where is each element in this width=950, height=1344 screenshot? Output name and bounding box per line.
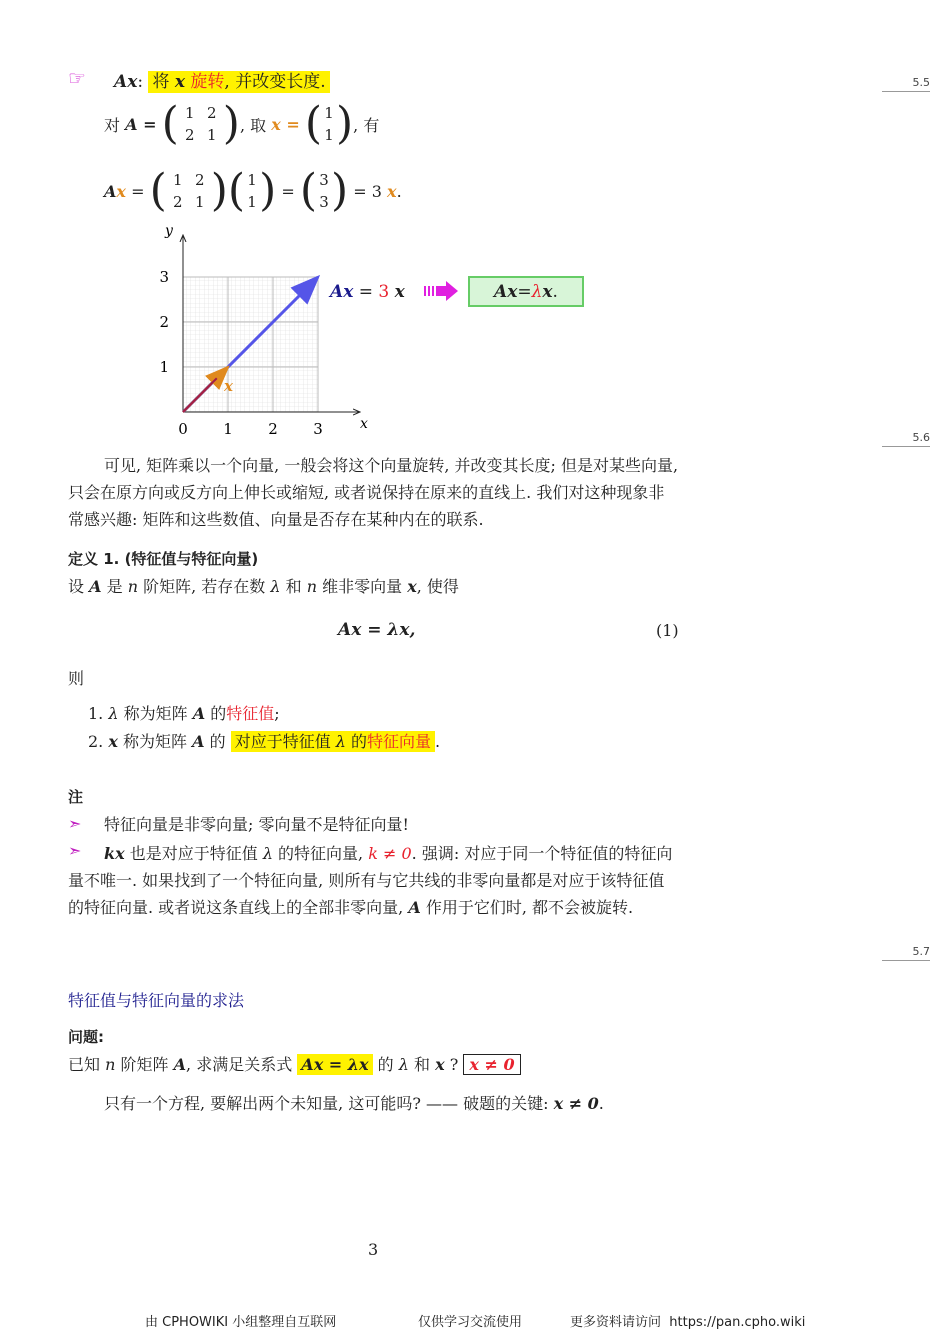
note-kx: kx	[104, 844, 125, 863]
problem-x: x	[435, 1055, 445, 1074]
vector-cell: 3	[319, 193, 329, 211]
vector-x	[322, 102, 336, 146]
note-item-2	[68, 840, 680, 921]
term-eigenvalue: 特征值	[226, 704, 275, 723]
y-tick-label: 3	[159, 268, 169, 286]
note-k-ne-zero: k ≠ 0	[368, 844, 412, 863]
problem-a: A	[173, 1055, 187, 1074]
box-lambda: λ	[531, 281, 543, 302]
x-equals: x =	[271, 114, 300, 134]
def-a: A	[89, 577, 102, 596]
item-text: ;	[274, 704, 280, 723]
matrix-cell: 2	[194, 171, 205, 189]
arrowhead-bullet-icon: ➣	[68, 814, 82, 833]
header-text-post: , 并改变长度.	[224, 72, 326, 92]
vector-cell: 1	[324, 104, 334, 122]
label-x: x	[394, 282, 405, 302]
lhs-x: x	[116, 181, 126, 201]
item-a: A	[192, 704, 206, 723]
matrix-cell: 2	[206, 104, 217, 122]
x-tick-label: 3	[313, 420, 323, 438]
margin-mark: 5.7	[882, 945, 930, 961]
def-text: 维非零向量	[317, 577, 408, 596]
item-num: 2.	[88, 732, 104, 751]
final-text: 只有一个方程, 要解出两个未知量, 这可能吗? —— 破题的关键:	[104, 1094, 554, 1113]
x-tick-label: 2	[268, 420, 278, 438]
label-ax: Ax	[330, 282, 354, 302]
header-highlight	[148, 71, 329, 93]
label-ax-3x	[330, 282, 405, 302]
def-lambda: λ	[270, 577, 281, 596]
y-tick-label: 1	[159, 358, 169, 376]
problem-lambda: λ	[398, 1055, 409, 1074]
problem-n: n	[105, 1055, 116, 1074]
text-you: , 有	[353, 115, 380, 135]
footer-right-label: 更多资料请访问	[570, 1315, 662, 1330]
text-dui: 对	[104, 115, 121, 135]
then-text: 则	[68, 669, 85, 688]
term-eigenvector: 特征向量	[367, 732, 432, 751]
matrix-cell: 1	[194, 193, 205, 211]
box-eq: =	[517, 281, 532, 302]
example-line	[104, 98, 379, 150]
footer-link[interactable]: https://pan.cpho.wiki	[669, 1315, 806, 1330]
page-number: 3	[368, 1240, 379, 1259]
paren-right: )	[210, 165, 228, 216]
paragraph-intro: 可见, 矩阵乘以一个向量, 一般会将这个向量旋转, 并改变其长度; 但是对某些向量, 只会在原方向或反方向上伸长或缩短, 或者说保持在原来的直线上. 我们对这种现象非常感兴趣: 矩阵和这些数值、向量是否存在某种内在的联系.	[68, 456, 679, 529]
header-line	[114, 70, 330, 94]
def-text: 阶矩阵, 若存在数	[138, 577, 271, 596]
definition-heading: 定义 1. (特征值与特征向量)	[68, 550, 259, 568]
vector-cell: 1	[247, 171, 257, 189]
def-text: , 使得	[416, 577, 459, 596]
y-tick-label: 2	[159, 313, 169, 331]
definition-equation: Ax = λx,	[338, 620, 416, 640]
a-equals: A =	[125, 114, 157, 134]
vector-x	[245, 169, 259, 213]
item-text: 称为矩阵	[117, 732, 193, 751]
matrix-a	[167, 169, 211, 213]
def-text: 设	[68, 577, 90, 596]
problem-equation: Ax = λx	[297, 1054, 372, 1075]
box-x: x	[542, 281, 553, 302]
def-n: n	[127, 577, 139, 596]
margin-mark: 5.5	[882, 76, 930, 92]
definition-item-1	[88, 702, 280, 726]
def-n: n	[306, 577, 318, 596]
vector-result	[317, 169, 331, 213]
problem-text: , 求满足关系式	[186, 1055, 298, 1074]
paren-right: )	[222, 98, 240, 149]
margin-mark: 5.6	[882, 431, 930, 447]
def-text: 是	[101, 577, 128, 596]
x-end: x	[387, 181, 397, 201]
problem-text: 和	[408, 1055, 436, 1074]
equation-number: (1)	[656, 621, 679, 640]
matrix-cell: 1	[184, 104, 195, 122]
item-lambda: λ	[335, 732, 346, 751]
result-box	[468, 276, 584, 307]
vector-plot	[150, 222, 610, 442]
vector-cell: 1	[247, 193, 257, 211]
problem-text: 已知	[68, 1055, 106, 1074]
paren-left: (	[149, 165, 167, 216]
note-item-1: 特征向量是非零向量; 零向量不是特征向量!	[104, 815, 409, 834]
text-qu: , 取	[239, 115, 267, 135]
label-3: 3	[378, 282, 390, 302]
paren-left: (	[161, 98, 179, 149]
note-text: . 强调: 对应于同一个特征值的特征向量不唯一. 如果找到了一个特征向量, 则所有与它共线的非零向量都是对应于该特征值的特征向量. 或者说这条直线上的全部非零向量,	[68, 844, 673, 917]
footer-left: 由 CPHOWIKI 小组整理自互联网	[145, 1315, 337, 1330]
matrix-cell: 2	[172, 193, 183, 211]
matrix-a	[179, 102, 223, 146]
section-title: 特征值与特征向量的求法	[68, 991, 245, 1010]
vector-cell: 1	[324, 126, 334, 144]
equals: =	[131, 181, 145, 201]
item-x: x	[108, 732, 118, 751]
equals-three: = 3	[353, 181, 382, 201]
paren-right: )	[331, 165, 349, 216]
item-2-highlight	[231, 731, 435, 752]
equals: =	[281, 181, 295, 201]
dot: .	[396, 181, 402, 201]
header-text-red: 旋转	[185, 72, 225, 92]
item-text: 的	[204, 732, 231, 751]
y-axis-label: y	[165, 223, 173, 239]
paren-left: (	[227, 165, 246, 216]
final-line	[104, 1092, 604, 1116]
problem-text: 的	[372, 1055, 399, 1074]
paren-left: (	[299, 165, 318, 216]
note-text: 的特征向量,	[272, 844, 369, 863]
matrix-cell: 1	[172, 171, 183, 189]
lhs-a: A	[104, 181, 117, 201]
problem-text: ?	[444, 1055, 464, 1074]
note-text: 作用于它们时, 都不会被旋转.	[420, 898, 634, 917]
problem-text: 阶矩阵	[115, 1055, 174, 1074]
note-lambda: λ	[262, 844, 273, 863]
pointing-hand-icon: ☞	[68, 66, 86, 90]
header-text-pre: 将	[152, 72, 175, 92]
fat-arrow-icon	[424, 280, 460, 302]
footer-right	[570, 1311, 805, 1330]
x-axis-label: x	[360, 416, 368, 432]
matrix-cell: 1	[206, 126, 217, 144]
definition-line	[68, 575, 459, 599]
vector-cell: 3	[319, 171, 329, 189]
expr-ax: Ax	[114, 72, 138, 92]
item-lambda: λ	[108, 704, 119, 723]
header-x: x	[174, 72, 186, 92]
def-text: 和	[280, 577, 307, 596]
item-num: 1.	[88, 704, 104, 723]
note-text: 也是对应于特征值	[124, 844, 263, 863]
final-x-ne-zero: x ≠ 0	[553, 1094, 599, 1113]
item-a: A	[192, 732, 205, 751]
problem-heading: 问题:	[68, 1028, 104, 1046]
final-dot: .	[598, 1094, 604, 1113]
note-a: A	[408, 898, 421, 917]
item-text: 对应于特征值	[234, 732, 336, 751]
x-tick-label: 1	[223, 420, 233, 438]
paren-right: )	[259, 165, 277, 216]
box-dot: .	[552, 281, 558, 302]
item-text: 的	[205, 704, 227, 723]
note-heading: 注	[68, 788, 84, 806]
matrix-cell: 2	[184, 126, 195, 144]
x-tick-label: 0	[178, 420, 188, 438]
item-text: 称为矩阵	[118, 704, 193, 723]
paren-right: )	[336, 98, 354, 149]
item-text: 的	[345, 732, 368, 751]
vector-x-label: x	[224, 377, 233, 395]
def-x: x	[407, 577, 417, 596]
box-ax: Ax	[494, 281, 518, 302]
label-eq: =	[353, 282, 379, 302]
item-text: .	[435, 732, 441, 751]
arrowhead-bullet-icon: ➣	[68, 841, 82, 860]
definition-item-2	[88, 730, 440, 754]
paren-left: (	[304, 98, 322, 149]
footer-middle: 仅供学习交流使用	[418, 1315, 523, 1330]
product-line	[104, 165, 402, 217]
boxed-x-ne-zero: x ≠ 0	[463, 1054, 520, 1075]
colon: :	[137, 72, 144, 92]
problem-line	[68, 1052, 521, 1078]
